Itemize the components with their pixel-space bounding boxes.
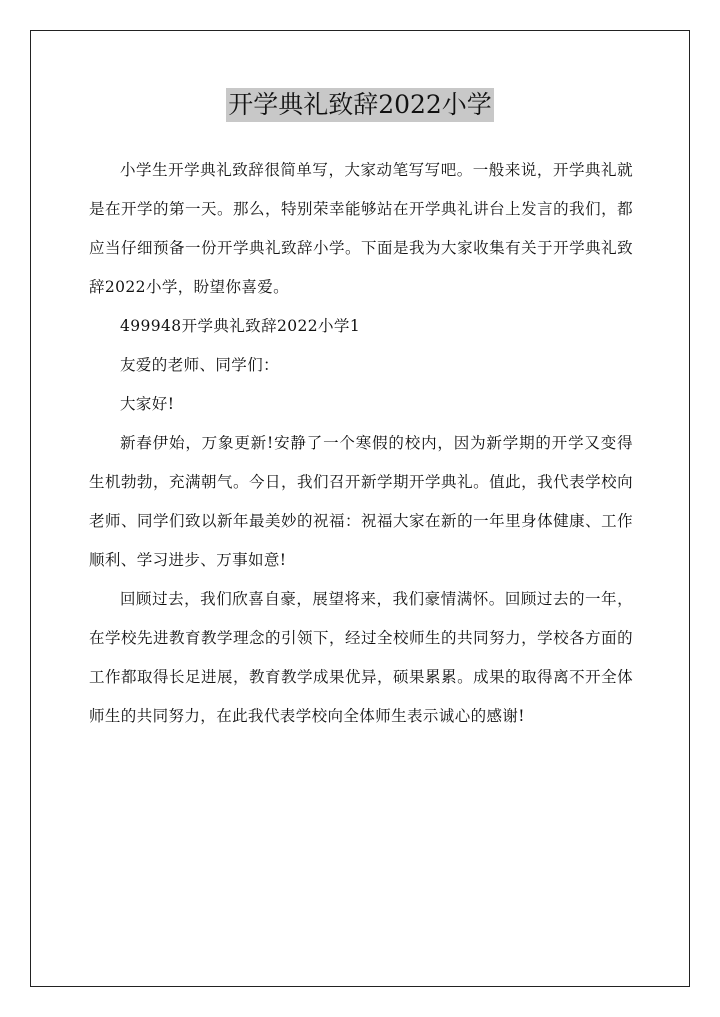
paragraph-subheading: 499948开学典礼致辞2022小学1 — [120, 317, 361, 335]
paragraph-salutation: 友爱的老师、同学们： — [120, 356, 280, 374]
document-title: 开学典礼致辞2022小学 — [226, 88, 494, 122]
paragraph-greeting: 大家好! — [120, 395, 175, 413]
paragraph-new-year: 新春伊始，万象更新!安静了一个寒假的校内，因为新学期的开学又变得生机勃勃，充满朝气。今日，我们召开新学期开学典礼。值此，我代表学校向老师、同学们致以新年最美妙的祝福：祝福大家在新的一年里身体健康、工作顺利、学习进步、万事如意! — [89, 434, 633, 569]
document-body — [89, 151, 633, 736]
paragraph-review: 回顾过去，我们欣喜自豪，展望将来，我们豪情满怀。回顾过去的一年，在学校先进教育教学理念的引领下，经过全校师生的共同努力，学校各方面的工作都取得长足进展，教育教学成果优异，硕果累累。成果的取得离不开全体师生的共同努力，在此我代表学校向全体师生表示诚心的感谢! — [89, 590, 633, 725]
paragraph-intro: 小学生开学典礼致辞很简单写，大家动笔写写吧。一般来说，开学典礼就是在开学的第一天。那么，特别荣幸能够站在开学典礼讲台上发言的我们，都应当仔细预备一份开学典礼致辞小学。下面是我为大家收集有关于开学典礼致辞2022小学，盼望你喜爱。 — [89, 161, 633, 296]
title-container — [0, 88, 720, 122]
